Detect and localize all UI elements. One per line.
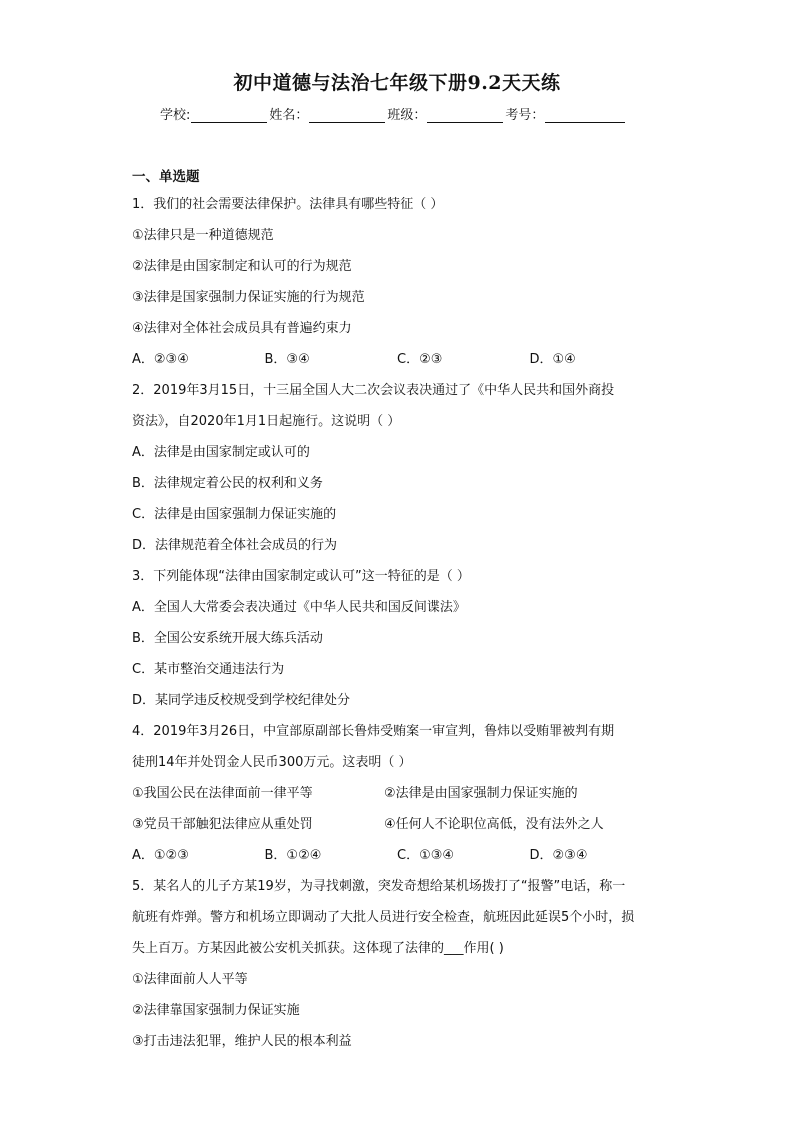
q3-stem: 3．下列能体现“法律由国家制定或认可”这一特征的是（ ） (132, 569, 470, 584)
q5-stem-line-2: 航班有炸弹。警方和机场立即调动了大批人员进行安全检查，航班因此延误5个小时，损 (132, 910, 635, 925)
q2-stem-line-1: 2．2019年3月15日，十三届全国人大二次会议表决通过了《中华人民共和国外商投 (132, 383, 615, 398)
q4-option-b: B．①②④ (264, 848, 322, 863)
q4-option-c: C．①③④ (397, 848, 455, 863)
q1-statement-1: ①法律只是一种道德规范 (132, 228, 274, 243)
q5-statement-2: ②法律靠国家强制力保证实施 (132, 1003, 300, 1018)
q1-statement-4: ④法律对全体社会成员具有普遍约束力 (132, 321, 352, 336)
q4-statements-row-2 (132, 809, 662, 840)
q4-statement-1: ①我国公民在法律面前一律平等 (132, 786, 313, 801)
page-title: 初中道德与法治七年级下册9.2天天练 (233, 72, 561, 94)
q2-stem-line-2: 资法》，自2020年1月1日起施行。这说明（ ） (132, 414, 401, 429)
class-label: 班级： (387, 108, 427, 123)
q2-option-b: B．法律规定着公民的权利和义务 (132, 476, 323, 491)
q3-option-d: D．某同学违反校规受到学校纪律处分 (132, 693, 351, 708)
q4-stem-line-1: 4．2019年3月26日，中宣部原副部长鲁炜受贿案一审宣判，鲁炜以受贿罪被判有期 (132, 724, 615, 739)
school-blank (191, 109, 267, 123)
q1-statement-2: ②法律是由国家制定和认可的行为规范 (132, 259, 352, 274)
q5-stem-line-3: 失上百万。方某因此被公安机关抓获。这体现了法律的___作用( ) (132, 941, 504, 956)
q4-statement-3: ③党员干部触犯法律应从重处罚 (132, 817, 313, 832)
name-blank (309, 109, 385, 123)
q4-options (132, 840, 662, 871)
q2-option-d: D．法律规范着全体社会成员的行为 (132, 538, 338, 553)
q5-statement-1: ①法律面前人人平等 (132, 972, 248, 987)
questions-body (132, 165, 662, 1057)
q2-option-c: C．法律是由国家强制力保证实施的 (132, 507, 337, 522)
q3-option-b: B．全国公安系统开展大练兵活动 (132, 631, 323, 646)
q4-option-d: D．②③④ (529, 848, 588, 863)
q4-option-a: A．①②③ (132, 848, 189, 863)
section-heading: 一、单选题 (132, 169, 200, 185)
q1-options (132, 344, 662, 375)
q3-option-c: C．某市整治交通违法行为 (132, 662, 285, 677)
q4-statement-4: ④任何人不论职位高低，没有法外之人 (384, 817, 604, 832)
q1-option-b: B．③④ (264, 352, 310, 367)
class-blank (427, 109, 503, 123)
q4-statement-2: ②法律是由国家强制力保证实施的 (384, 786, 578, 801)
q2-option-a: A．法律是由国家制定或认可的 (132, 445, 310, 460)
q5-stem-line-1: 5．某名人的儿子方某19岁，为寻找刺激，突发奇想给某机场拨打了“报警”电话，称一 (132, 879, 626, 894)
school-label: 学校: (160, 108, 191, 123)
q1-statement-3: ③法律是国家强制力保证实施的行为规范 (132, 290, 365, 305)
q3-option-a: A．全国人大常委会表决通过《中华人民共和国反间谍法》 (132, 600, 466, 615)
number-blank (545, 109, 625, 123)
name-label: 姓名： (269, 108, 309, 123)
q1-option-a: A．②③④ (132, 352, 189, 367)
q1-option-c: C．②③ (397, 352, 443, 367)
q1-option-d: D．①④ (529, 352, 576, 367)
q5-statement-3: ③打击违法犯罪，维护人民的根本利益 (132, 1034, 352, 1049)
q4-statements-row-1 (132, 778, 662, 809)
student-info-row (160, 104, 627, 123)
q4-stem-line-2: 徒刑14年并处罚金人民币300万元。这表明（ ） (132, 755, 412, 770)
number-label: 考号： (505, 108, 545, 123)
q1-stem: 1．我们的社会需要法律保护。法律具有哪些特征（ ） (132, 197, 444, 212)
